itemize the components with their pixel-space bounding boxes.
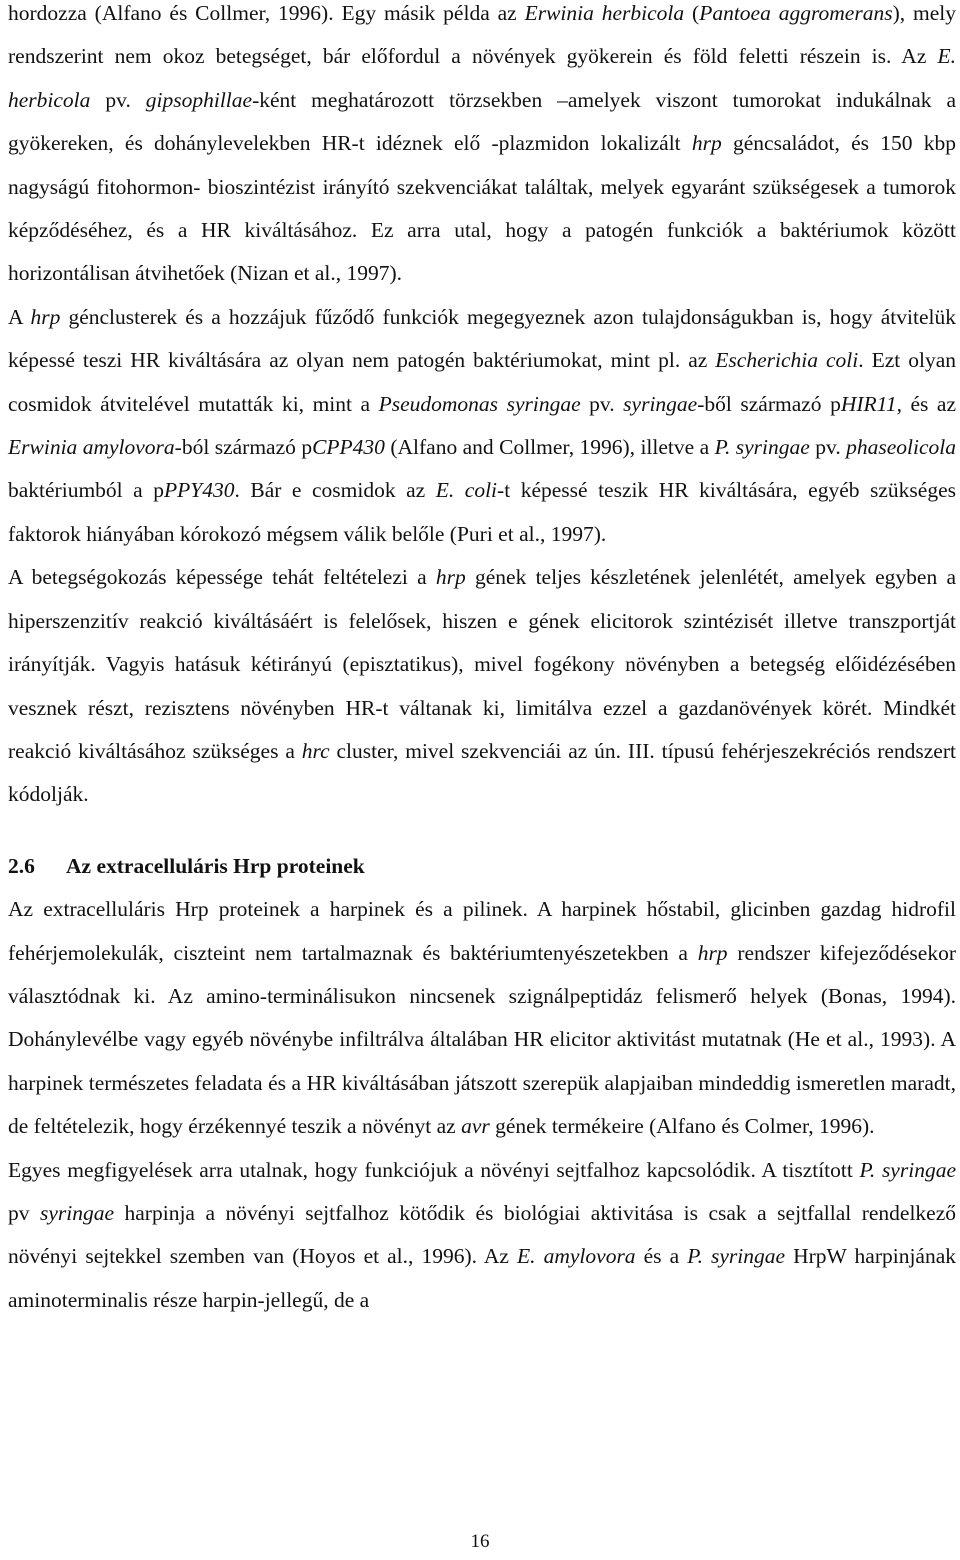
- italic-run: gipsophillae: [145, 87, 253, 112]
- text-run: baktériumból a p: [8, 478, 164, 503]
- italic-run: hrp: [30, 304, 61, 329]
- italic-run: hrp: [691, 131, 722, 156]
- italic-run: phaseolicola: [846, 435, 956, 460]
- document-page: [8, 0, 956, 1322]
- italic-run: PPY430: [163, 478, 235, 503]
- italic-run: Erwinia amylovora: [8, 435, 175, 460]
- section-heading: [8, 845, 956, 888]
- text-run: A betegségokozás képessége tehát feltételezi a: [8, 565, 436, 590]
- text-run: pv.: [580, 391, 624, 416]
- italic-run: CPP430: [312, 435, 385, 460]
- italic-run: HIR11: [840, 391, 897, 416]
- italic-run: P. syringae: [859, 1157, 956, 1182]
- body-text-part2: [8, 888, 956, 1322]
- text-run: -ként meghatározott törzsekben –amelyek viszont tumorokat indukálnak a gyökereken, és dohánylevelekben HR-t idéznek elő -plazmidon lokalizált: [8, 87, 956, 156]
- italic-run: syringae: [623, 391, 698, 416]
- paragraph-p5: [8, 1149, 956, 1323]
- page-number: 16: [470, 1531, 490, 1552]
- text-run: , és az: [896, 391, 957, 416]
- text-run: Egyes megfigyelések arra utalnak, hogy funkciójuk a növényi sejtfalhoz kapcsolódik. A tisztított: [8, 1157, 860, 1182]
- italic-run: P. syringae: [687, 1244, 786, 1269]
- text-run: gének termékeire (Alfano és Colmer, 1996).: [489, 1114, 875, 1139]
- text-run: ), mely rendszerint nem okoz betegséget, bár előfordul a növények gyökerein és föld feletti részein is. Az: [8, 1, 956, 69]
- text-run: -ből származó p: [697, 391, 841, 416]
- text-run: harpinja a növényi sejtfalhoz kötődik és biológiai aktivitása is csak a sejtfallal rendelkező növényi sejtekkel szemben van (Hoyos et al., 1996). Az: [8, 1200, 956, 1269]
- italic-run: E. herbicola: [8, 44, 956, 112]
- text-run: és a: [635, 1244, 688, 1269]
- section-number: 2.6: [8, 853, 35, 878]
- text-run: (: [684, 1, 700, 25]
- italic-run: E. amylovora: [517, 1244, 636, 1269]
- text-run: cluster, mivel szekvenciái az ún. III. típusú fehérjeszekréciós rendszert kódolják.: [8, 738, 956, 807]
- text-run: A: [8, 304, 31, 329]
- text-run: . Bár e cosmidok az: [234, 478, 436, 503]
- text-run: -t képessé teszik HR kiváltására, egyéb szükséges faktorok hiányában kórokozó mégsem válik belőle (Puri et al., 1997).: [8, 478, 956, 546]
- paragraph-p1: [8, 0, 956, 296]
- text-run: pv: [8, 1200, 40, 1225]
- italic-run: Escherichia coli: [715, 348, 859, 373]
- paragraph-p2: [8, 296, 956, 556]
- italic-run: hrc: [301, 738, 330, 763]
- italic-run: P. syringae: [714, 435, 810, 460]
- italic-run: E. coli: [435, 478, 498, 503]
- text-run: génclusterek és a hozzájuk fűződő funkciók megegyeznek azon tulajdonságukban is, hogy átvitelük képessé teszi HR kiváltására az olyan nem patogén baktériumokat, mint pl. az: [8, 304, 956, 373]
- italic-run: Pseudomonas syringae: [378, 391, 581, 416]
- text-run: . Ezt olyan cosmidok átvitelével mutatták ki, mint a: [8, 348, 956, 416]
- italic-run: hrp: [697, 940, 728, 965]
- italic-run: Erwinia herbicola: [524, 1, 685, 25]
- text-run: -ból származó p: [174, 435, 313, 460]
- text-run: HrpW harpinjának aminoterminalis része harpin-jellegű, de a: [8, 1244, 957, 1312]
- paragraph-p4: [8, 888, 956, 1148]
- text-run: hordozza (Alfano és Collmer, 1996). Egy másik példa az: [8, 1, 525, 25]
- italic-run: syringae: [39, 1200, 115, 1225]
- italic-run: Pantoea aggromerans: [699, 1, 893, 25]
- text-run: rendszer kifejeződésekor választódnak ki. Az amino-terminálisukon nincsenek szignálpeptidáz felismerő helyek (Bonas, 1994). Dohánylevélbe vagy egyéb növénybe infiltrálva általában HR elicitor aktivitást mutatnak (He et al., 1993). A harpinek természetes feladata és a HR kiváltásában játszott szerepük alapjaiban mindeddig ismeretlen maradt, de feltételezik, hogy érzékennyé teszik a növényt az: [8, 940, 956, 1139]
- text-run: géncsaládot, és 150 kbp nagyságú fitohormon- bioszintézist irányító szekvenciákat találtak, melyek egyaránt szükségesek a tumorok képződéséhez, és a HR kiváltásához. Ez arra utal, hogy a patogén funkciók a baktériumok között horizontálisan átvihetőek (Nizan et al., 1997).: [8, 131, 956, 286]
- paragraph-p3: [8, 556, 956, 816]
- body-text-part1: [8, 0, 956, 817]
- italic-run: hrp: [435, 565, 466, 590]
- text-run: pv.: [809, 435, 847, 460]
- italic-run: avr: [461, 1114, 490, 1139]
- section-title: Az extracelluláris Hrp proteinek: [66, 853, 365, 878]
- text-run: pv.: [90, 87, 146, 112]
- text-run: gének teljes készletének jelenlétét, amelyek egyben a hiperszenzitív reakció kiváltásáért is felelősek, hiszen e gének elicitorok szintézisét illetve transzportját irányítják. Vagyis hatásuk kétirányú (episztatikus), mivel fogékony növényben a betegség előidézésében vesznek részt, rezisztens növényben HR-t váltanak ki, limitálva ezzel a gazdanövények körét. Mindkét reakció kiváltásához szükséges a: [8, 565, 956, 763]
- text-run: (Alfano and Collmer, 1996), illetve a: [384, 435, 715, 460]
- text-run: Az extracelluláris Hrp proteinek a harpinek és a pilinek. A harpinek hőstabil, glicinben gazdag hidrofil fehérjemolekulák, ciszteint nem tartalmaznak és baktériumtenyészetekben a: [8, 897, 956, 965]
